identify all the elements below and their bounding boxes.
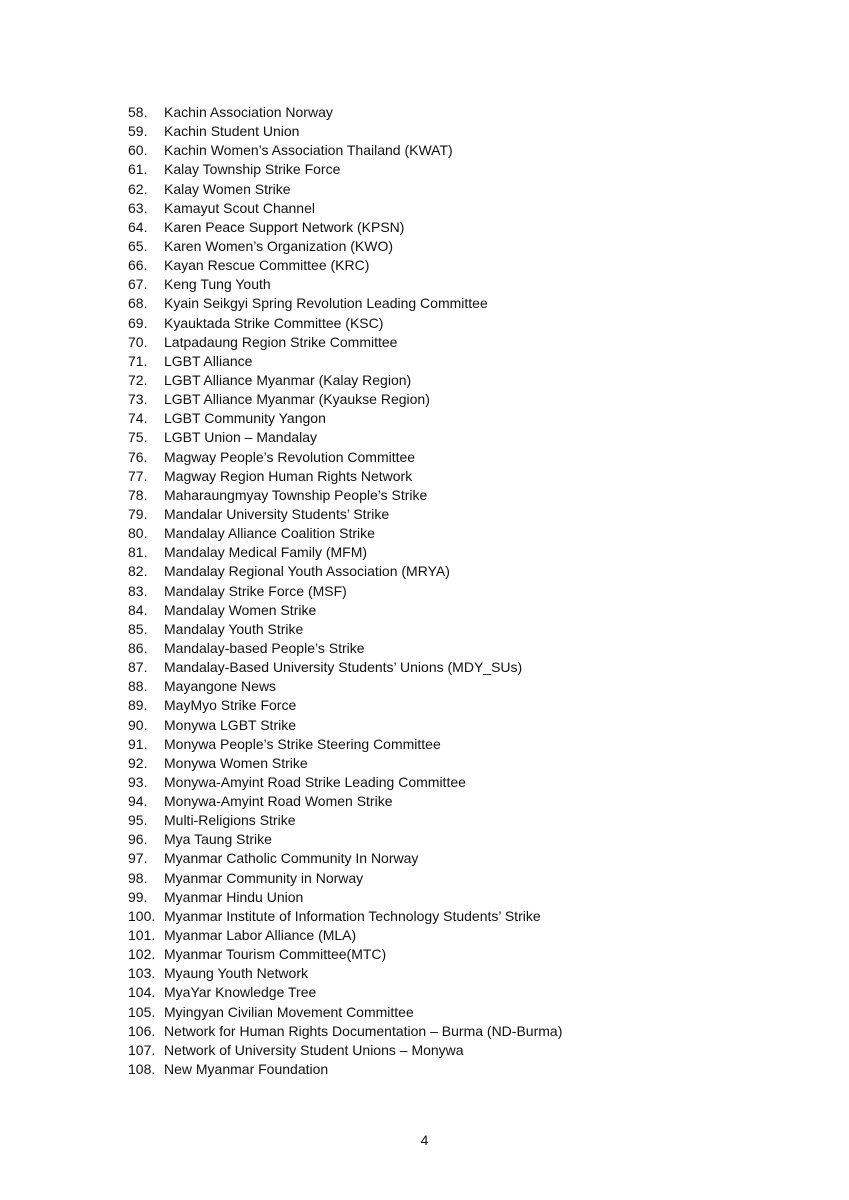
list-item (128, 141, 562, 160)
list-item-number: 95. (128, 812, 148, 829)
list-item-number: 89. (128, 697, 148, 714)
list-item-number: 67. (128, 276, 148, 293)
list-item-name: Kyauktada Strike Committee (KSC) (164, 314, 384, 331)
list-item-name: LGBT Union – Mandalay (164, 429, 318, 446)
list-item-name: Mya Taung Strike (164, 831, 272, 848)
list-item-number: 99. (128, 888, 148, 905)
list-item (128, 524, 562, 543)
list-item-number: 100. (128, 907, 156, 924)
list-item-name: MyaYar Knowledge Tree (164, 984, 317, 1001)
list-item-name: Monywa-Amyint Road Strike Leading Committee (164, 773, 466, 790)
page-number: 4 (420, 1132, 429, 1148)
list-item-name: Karen Peace Support Network (KPSN) (164, 218, 405, 235)
list-item-name: Mandalar University Students’ Strike (164, 505, 390, 522)
list-item-number: 84. (128, 601, 148, 618)
list-item-number: 74. (128, 410, 148, 427)
list-item-name: Magway People’s Revolution Committee (164, 448, 416, 465)
list-item (128, 275, 562, 294)
list-item (128, 658, 562, 677)
list-item (128, 486, 562, 505)
list-item-name: Network of University Student Unions – Monywa (164, 1041, 464, 1058)
list-item-name: Monywa LGBT Strike (164, 716, 297, 733)
list-item (128, 582, 562, 601)
list-item-number: 107. (128, 1041, 156, 1058)
list-item-number: 94. (128, 793, 148, 810)
list-item-name: Karen Women’s Organization (KWO) (164, 237, 394, 254)
list-item-name: Kalay Women Strike (164, 180, 291, 197)
list-item (128, 505, 562, 524)
list-item (128, 926, 562, 945)
list-item-number: 58. (128, 104, 148, 120)
list-item-number: 97. (128, 850, 148, 867)
list-item-number: 82. (128, 563, 148, 580)
list-item (128, 428, 562, 447)
list-item (128, 371, 562, 390)
list-item-number: 83. (128, 582, 148, 599)
list-item-number: 93. (128, 773, 148, 790)
list-item-number: 102. (128, 946, 156, 963)
list-item-name: Kachin Women’s Association Thailand (KWAT) (164, 142, 453, 159)
list-item-name: Mandalay Regional Youth Association (MRYA) (164, 563, 450, 580)
list-item (128, 849, 562, 868)
list-item-number: 85. (128, 620, 148, 637)
list-item-number: 73. (128, 391, 148, 408)
list-item (128, 830, 562, 849)
list-item-name: LGBT Alliance (164, 352, 253, 369)
list-item-name: Mandalay Youth Strike (164, 620, 304, 637)
list-item-number: 71. (128, 352, 148, 369)
list-item (128, 294, 562, 313)
list-item (128, 180, 562, 199)
list-item (128, 543, 562, 562)
list-item (128, 964, 562, 983)
list-item-name: Maharaungmyay Township People’s Strike (164, 486, 428, 503)
list-item-number: 81. (128, 544, 148, 561)
list-item-name: Mandalay-based People’s Strike (164, 639, 365, 656)
list-item-number: 90. (128, 716, 148, 733)
list-item-name: Myanmar Tourism Committee(MTC) (164, 946, 387, 963)
list-item-number: 103. (128, 965, 156, 982)
list-item-number: 96. (128, 831, 148, 848)
list-item (128, 448, 562, 467)
list-item-name: Multi-Religions Strike (164, 812, 296, 829)
list-item-name: Kyain Seikgyi Spring Revolution Leading Committee (164, 295, 488, 312)
list-item (128, 716, 562, 735)
list-item (128, 696, 562, 715)
list-item-name: LGBT Alliance Myanmar (Kalay Region) (164, 371, 412, 388)
list-item (128, 1022, 562, 1041)
list-item-name: Monywa-Amyint Road Women Strike (164, 793, 393, 810)
list-item-number: 88. (128, 678, 148, 695)
list-item-number: 80. (128, 525, 148, 542)
list-item (128, 256, 562, 275)
list-item-name: LGBT Alliance Myanmar (Kyaukse Region) (164, 391, 430, 408)
list-item-number: 108. (128, 1061, 156, 1078)
list-item (128, 467, 562, 486)
list-item-name: Kalay Township Strike Force (164, 161, 341, 178)
list-item (128, 677, 562, 696)
list-item (128, 754, 562, 773)
list-item-name: Monywa Women Strike (164, 754, 308, 771)
list-item (128, 352, 562, 371)
list-item-number: 77. (128, 467, 148, 484)
list-item (128, 907, 562, 926)
list-item (128, 639, 562, 658)
list-item-number: 60. (128, 142, 148, 159)
list-item (128, 333, 562, 352)
list-item-name: Myanmar Hindu Union (164, 888, 304, 905)
list-item-number: 66. (128, 257, 148, 274)
list-item (128, 237, 562, 256)
list-item (128, 888, 562, 907)
list-item-number: 62. (128, 180, 148, 197)
list-item-number: 92. (128, 754, 148, 771)
list-item-name: Kamayut Scout Channel (164, 199, 315, 216)
list-item-name: Monywa People’s Strike Steering Committee (164, 735, 441, 752)
list-item-number: 68. (128, 295, 148, 312)
list-item-name: Myaung Youth Network (164, 965, 308, 982)
list-item (128, 1060, 562, 1079)
list-item-name: Myanmar Labor Alliance (MLA) (164, 927, 357, 944)
list-item-number: 65. (128, 237, 148, 254)
list-item (128, 103, 562, 122)
list-item-number: 87. (128, 659, 148, 676)
list-item (128, 314, 562, 333)
list-item-number: 98. (128, 869, 148, 886)
list-item-name: Myanmar Catholic Community In Norway (164, 850, 419, 867)
list-item-number: 63. (128, 199, 148, 216)
list-item (128, 160, 562, 179)
list-item-number: 86. (128, 639, 148, 656)
list-item (128, 1003, 562, 1022)
list-item-name: LGBT Community Yangon (164, 410, 326, 427)
list-item-name: Network for Human Rights Documentation – Burma (ND-Burma) (164, 1022, 563, 1039)
list-item-name: Latpadaung Region Strike Committee (164, 333, 398, 350)
list-item (128, 983, 562, 1002)
list-item-number: 64. (128, 218, 148, 235)
list-item-name: MayMyo Strike Force (164, 697, 297, 714)
list-item (128, 409, 562, 428)
list-item (128, 811, 562, 830)
list-item (128, 735, 562, 754)
list-item-number: 75. (128, 429, 148, 446)
list-item-name: Mandalay Alliance Coalition Strike (164, 525, 375, 542)
list-item (128, 601, 562, 620)
list-item (128, 122, 562, 141)
list-item-number: 105. (128, 1003, 156, 1020)
list-item (128, 199, 562, 218)
list-item-number: 91. (128, 735, 148, 752)
list-item-name: Kachin Student Union (164, 123, 300, 140)
list-item-name: Mandalay Medical Family (MFM) (164, 544, 368, 561)
list-item-name: Keng Tung Youth (164, 276, 271, 293)
list-item-name: Myanmar Institute of Information Technology Students’ Strike (164, 907, 541, 924)
list-item-name: Myingyan Civilian Movement Committee (164, 1003, 414, 1020)
list-item-number: 59. (128, 123, 148, 140)
list-item (128, 1041, 562, 1060)
organization-list (128, 103, 562, 1079)
list-item (128, 773, 562, 792)
list-item-name: Mandalay Women Strike (164, 601, 317, 618)
list-item (128, 869, 562, 888)
list-item-name: Magway Region Human Rights Network (164, 467, 413, 484)
list-item (128, 945, 562, 964)
list-item-name: Mandalay-Based University Students’ Unions (MDY_SUs) (164, 659, 523, 676)
list-item-number: 106. (128, 1022, 156, 1039)
list-item-name: Mandalay Strike Force (MSF) (164, 582, 347, 599)
list-item-number: 70. (128, 333, 148, 350)
list-item-number: 69. (128, 314, 148, 331)
list-item-name: Kachin Association Norway (164, 104, 333, 120)
list-item (128, 218, 562, 237)
list-item (128, 562, 562, 581)
list-item-number: 101. (128, 927, 156, 944)
list-item-number: 79. (128, 505, 148, 522)
list-item-number: 61. (128, 161, 148, 178)
list-item-number: 76. (128, 448, 148, 465)
list-item-number: 72. (128, 371, 148, 388)
list-item-name: Mayangone News (164, 678, 277, 695)
list-item-number: 104. (128, 984, 156, 1001)
list-item (128, 390, 562, 409)
list-item-name: Kayan Rescue Committee (KRC) (164, 257, 370, 274)
list-item-name: Myanmar Community in Norway (164, 869, 364, 886)
list-item-number: 78. (128, 486, 148, 503)
list-item (128, 620, 562, 639)
list-item-name: New Myanmar Foundation (164, 1061, 329, 1078)
list-item (128, 792, 562, 811)
